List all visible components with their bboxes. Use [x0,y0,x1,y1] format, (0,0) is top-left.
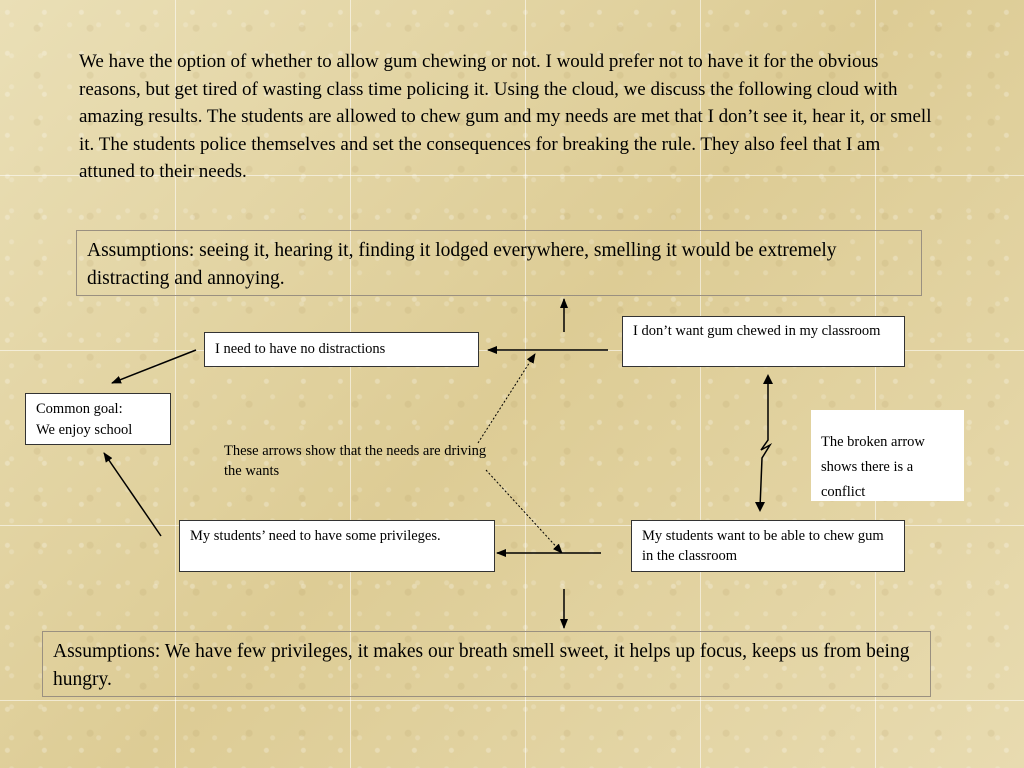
arrow-need-students-to-goal [104,453,161,536]
conflict-arrow-head-down [755,502,765,512]
needs-driving-wants-note: These arrows show that the needs are driving the wants [224,443,487,479]
intro-paragraph: We have the option of whether to allow gum chewing or not. I would prefer not to have it for the obvious reasons, but get tired of wasting class time policing it. Using the cloud, we discuss the following cloud with amazing results. The students are allowed to chew gum and my needs are met that I don’t see it, hear it, or smell it. The students police themselves and set the consequences for breaking the rule. They also feel that I am attuned to their needs. [79,51,932,182]
assumptions-top: Assumptions: seeing it, hearing it, finding it lodged everywhere, smelling it would be extremely distracting and annoying. [76,230,922,296]
conflict-arrow-head-up [763,374,773,384]
want-teacher-box: I don’t want gum chewed in my classroom [622,316,905,367]
dotted-arrow-down [486,470,562,553]
want-students-box: My students want to be able to chew gum in the classroom [631,520,905,572]
dotted-arrow-up [478,354,535,443]
arrow-need-teacher-to-goal [112,350,196,383]
need-teacher-box: I need to have no distractions [204,332,479,367]
broken-conflict-arrow [760,378,770,508]
conflict-note: The broken arrow shows there is a conflict [811,410,964,501]
common-goal-text: We enjoy school [36,422,133,438]
common-goal-label: Common goal: [36,401,123,417]
need-students-box: My students’ need to have some privileges. [179,520,495,572]
assumptions-bottom: Assumptions: We have few privileges, it makes our breath smell sweet, it helps up focus, keeps us from being hungry. [42,631,931,697]
